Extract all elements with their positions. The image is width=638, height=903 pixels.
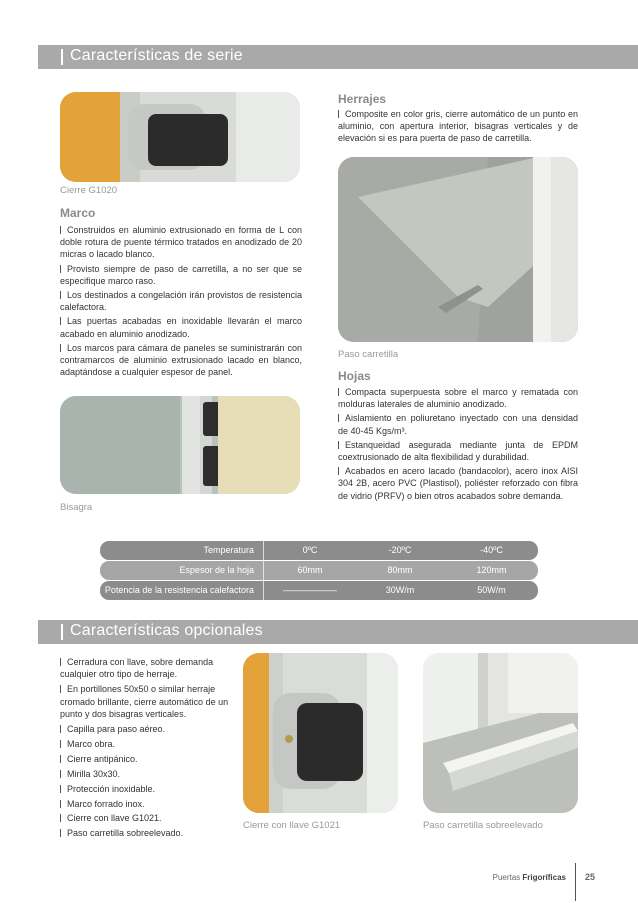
footer-brand-prefix: Puertas bbox=[492, 873, 521, 882]
table-cell: 80mm bbox=[387, 565, 413, 575]
list-item bbox=[338, 465, 578, 502]
list-item bbox=[60, 783, 230, 795]
table-row bbox=[100, 561, 538, 580]
section-header-standard bbox=[38, 45, 638, 69]
photo-cierre-g1020 bbox=[60, 92, 300, 182]
list-item bbox=[60, 263, 302, 287]
caption-bisagra: Bisagra bbox=[60, 502, 93, 513]
list-item bbox=[338, 386, 578, 410]
optional-item-text: Capilla para paso aéreo. bbox=[67, 724, 166, 735]
table-cell-label: Temperatura bbox=[203, 545, 254, 555]
table-cell: —————— bbox=[283, 585, 337, 595]
section-header-tick bbox=[61, 49, 63, 65]
marco-item-text: Las puertas acabadas en inoxidable llevarán el marco acabado en aluminio anodizado. bbox=[60, 316, 302, 339]
photo-cierre-g1021 bbox=[243, 653, 398, 813]
bullet-mark bbox=[60, 770, 61, 778]
bullet-mark bbox=[60, 265, 61, 273]
list-item bbox=[60, 289, 302, 313]
row-separator bbox=[263, 541, 264, 560]
bullet-mark bbox=[60, 725, 61, 733]
table-row bbox=[100, 541, 538, 560]
table-row bbox=[100, 581, 538, 600]
footer-brand-bold: Frigoríficas bbox=[522, 873, 566, 882]
hojas-item-text: Estanqueidad asegurada mediante junta de EPDM coextrusionado de alta flexibilidad y durabilidad. bbox=[338, 439, 578, 463]
list-item bbox=[60, 656, 230, 681]
heading-marco: Marco bbox=[60, 206, 96, 220]
optional-item-text: En portillones 50x50 o similar herraje cromado brillante, cierre automático de un punto y dos bisagras verticales. bbox=[60, 684, 229, 720]
hojas-item-text: Acabados en acero lacado (bandacolor), acero inox AISI 304 2B, acero PVC (Plastisol), poliéster reforzado con fibra de vidrio (PRFV) o bien otros acabados sobre demanda. bbox=[338, 466, 578, 501]
bullet-mark bbox=[60, 800, 61, 808]
herrajes-list bbox=[338, 108, 578, 147]
specs-table bbox=[100, 541, 538, 601]
list-item bbox=[60, 683, 230, 720]
bullet-mark bbox=[338, 414, 339, 422]
row-separator bbox=[263, 581, 264, 600]
bullet-mark bbox=[60, 740, 61, 748]
section-header-optional bbox=[38, 620, 638, 644]
caption-paso-sobreelevado: Paso carretilla sobreelevado bbox=[423, 820, 543, 831]
bullet-mark bbox=[60, 291, 61, 299]
optional-item-text: Cierre con llave G1021. bbox=[67, 813, 162, 824]
hojas-item-text: Compacta superpuesta sobre el marco y rematada con molduras laterales de aluminio anodizado. bbox=[338, 387, 578, 410]
caption-paso-carretilla: Paso carretilla bbox=[338, 349, 399, 360]
bullet-mark bbox=[338, 441, 339, 449]
bullet-mark bbox=[60, 829, 61, 837]
optional-list bbox=[60, 656, 230, 842]
bullet-mark bbox=[60, 755, 61, 763]
table-cell-label: Espesor de la hoja bbox=[179, 565, 254, 575]
optional-item-text: Marco forrado inox. bbox=[67, 798, 145, 809]
table-cell: 0ºC bbox=[302, 545, 318, 555]
list-item bbox=[60, 342, 302, 379]
marco-list bbox=[60, 224, 302, 380]
table-cell: -20ºC bbox=[388, 545, 412, 555]
optional-item-text: Mirilla 30x30. bbox=[67, 768, 121, 779]
bullet-mark bbox=[60, 814, 61, 822]
bullet-mark bbox=[60, 226, 61, 234]
heading-hojas: Hojas bbox=[338, 369, 371, 383]
bullet-mark bbox=[60, 658, 61, 666]
photo-paso-sobreelevado bbox=[423, 653, 578, 813]
bullet-mark bbox=[338, 388, 339, 396]
bullet-mark bbox=[60, 685, 61, 693]
photo-paso-carretilla bbox=[338, 157, 578, 342]
table-cell: 60mm bbox=[297, 565, 323, 575]
list-item bbox=[60, 753, 230, 765]
list-item bbox=[60, 798, 230, 810]
marco-item-text: Construidos en aluminio extrusionado en forma de L con doble rotura de puente térmico tratados en anodizado de 20 micras o lacado blanco. bbox=[60, 225, 302, 260]
hojas-item-text: Aislamiento en poliuretano inyectado con una densidad de 40-45 Kgs/m³. bbox=[338, 413, 578, 436]
heading-herrajes: Herrajes bbox=[338, 92, 387, 106]
list-item bbox=[338, 412, 578, 436]
marco-item-text: Provisto siempre de paso de carretilla, a no ser que se especifique marco raso. bbox=[60, 263, 302, 286]
table-cell: 30W/m bbox=[385, 585, 415, 595]
footer-divider bbox=[575, 863, 576, 901]
footer-brand bbox=[493, 873, 566, 882]
optional-item-text: Cerradura con llave, sobre demanda cualquier otro tipo de herraje. bbox=[60, 657, 214, 680]
table-cell: 120mm bbox=[476, 565, 507, 575]
bullet-mark bbox=[60, 317, 61, 325]
caption-cierre-g1020: Cierre G1020 bbox=[60, 185, 118, 196]
list-item bbox=[60, 812, 230, 824]
optional-item-text: Paso carretilla sobreelevado. bbox=[67, 828, 184, 839]
row-separator bbox=[263, 561, 264, 580]
bullet-mark bbox=[338, 110, 339, 118]
list-item bbox=[60, 315, 302, 339]
hojas-list bbox=[338, 386, 578, 504]
herrajes-item-text: Composite en color gris, cierre automático de un punto en aluminio, con apertura interior, bisagras verticales y de elevación si es para puerta de paso de carretilla. bbox=[338, 109, 578, 144]
section-title-optional: Características opcionales bbox=[70, 622, 263, 639]
list-item bbox=[60, 827, 230, 839]
bullet-mark bbox=[338, 467, 339, 475]
caption-cierre-g1021: Cierre con llave G1021 bbox=[243, 820, 341, 831]
optional-item-text: Cierre antipánico. bbox=[67, 753, 138, 764]
bullet-mark bbox=[60, 344, 61, 352]
list-item bbox=[60, 723, 230, 735]
list-item bbox=[60, 224, 302, 261]
list-item bbox=[338, 108, 578, 145]
section-header-tick bbox=[61, 624, 63, 640]
page-number: 25 bbox=[585, 872, 596, 882]
table-cell: 50W/m bbox=[477, 585, 506, 595]
table-cell: -40ºC bbox=[480, 545, 503, 555]
marco-item-text: Los marcos para cámara de paneles se suministrarán con contramarcos de aluminio extrusionado lacado en blanco, adaptándose a cualquier espesor de panel. bbox=[60, 342, 302, 378]
table-cell-label: Potencia de la resistencia calefactora bbox=[104, 585, 254, 595]
list-item bbox=[338, 439, 578, 463]
section-title-standard: Características de serie bbox=[70, 47, 243, 64]
photo-bisagra bbox=[60, 396, 300, 494]
list-item bbox=[60, 738, 230, 750]
list-item bbox=[60, 768, 230, 780]
bullet-mark bbox=[60, 785, 61, 793]
marco-item-text: Los destinados a congelación irán provistos de resistencia calefactora. bbox=[60, 290, 302, 313]
optional-item-text: Marco obra. bbox=[67, 738, 116, 749]
optional-item-text: Protección inoxidable. bbox=[67, 783, 156, 794]
